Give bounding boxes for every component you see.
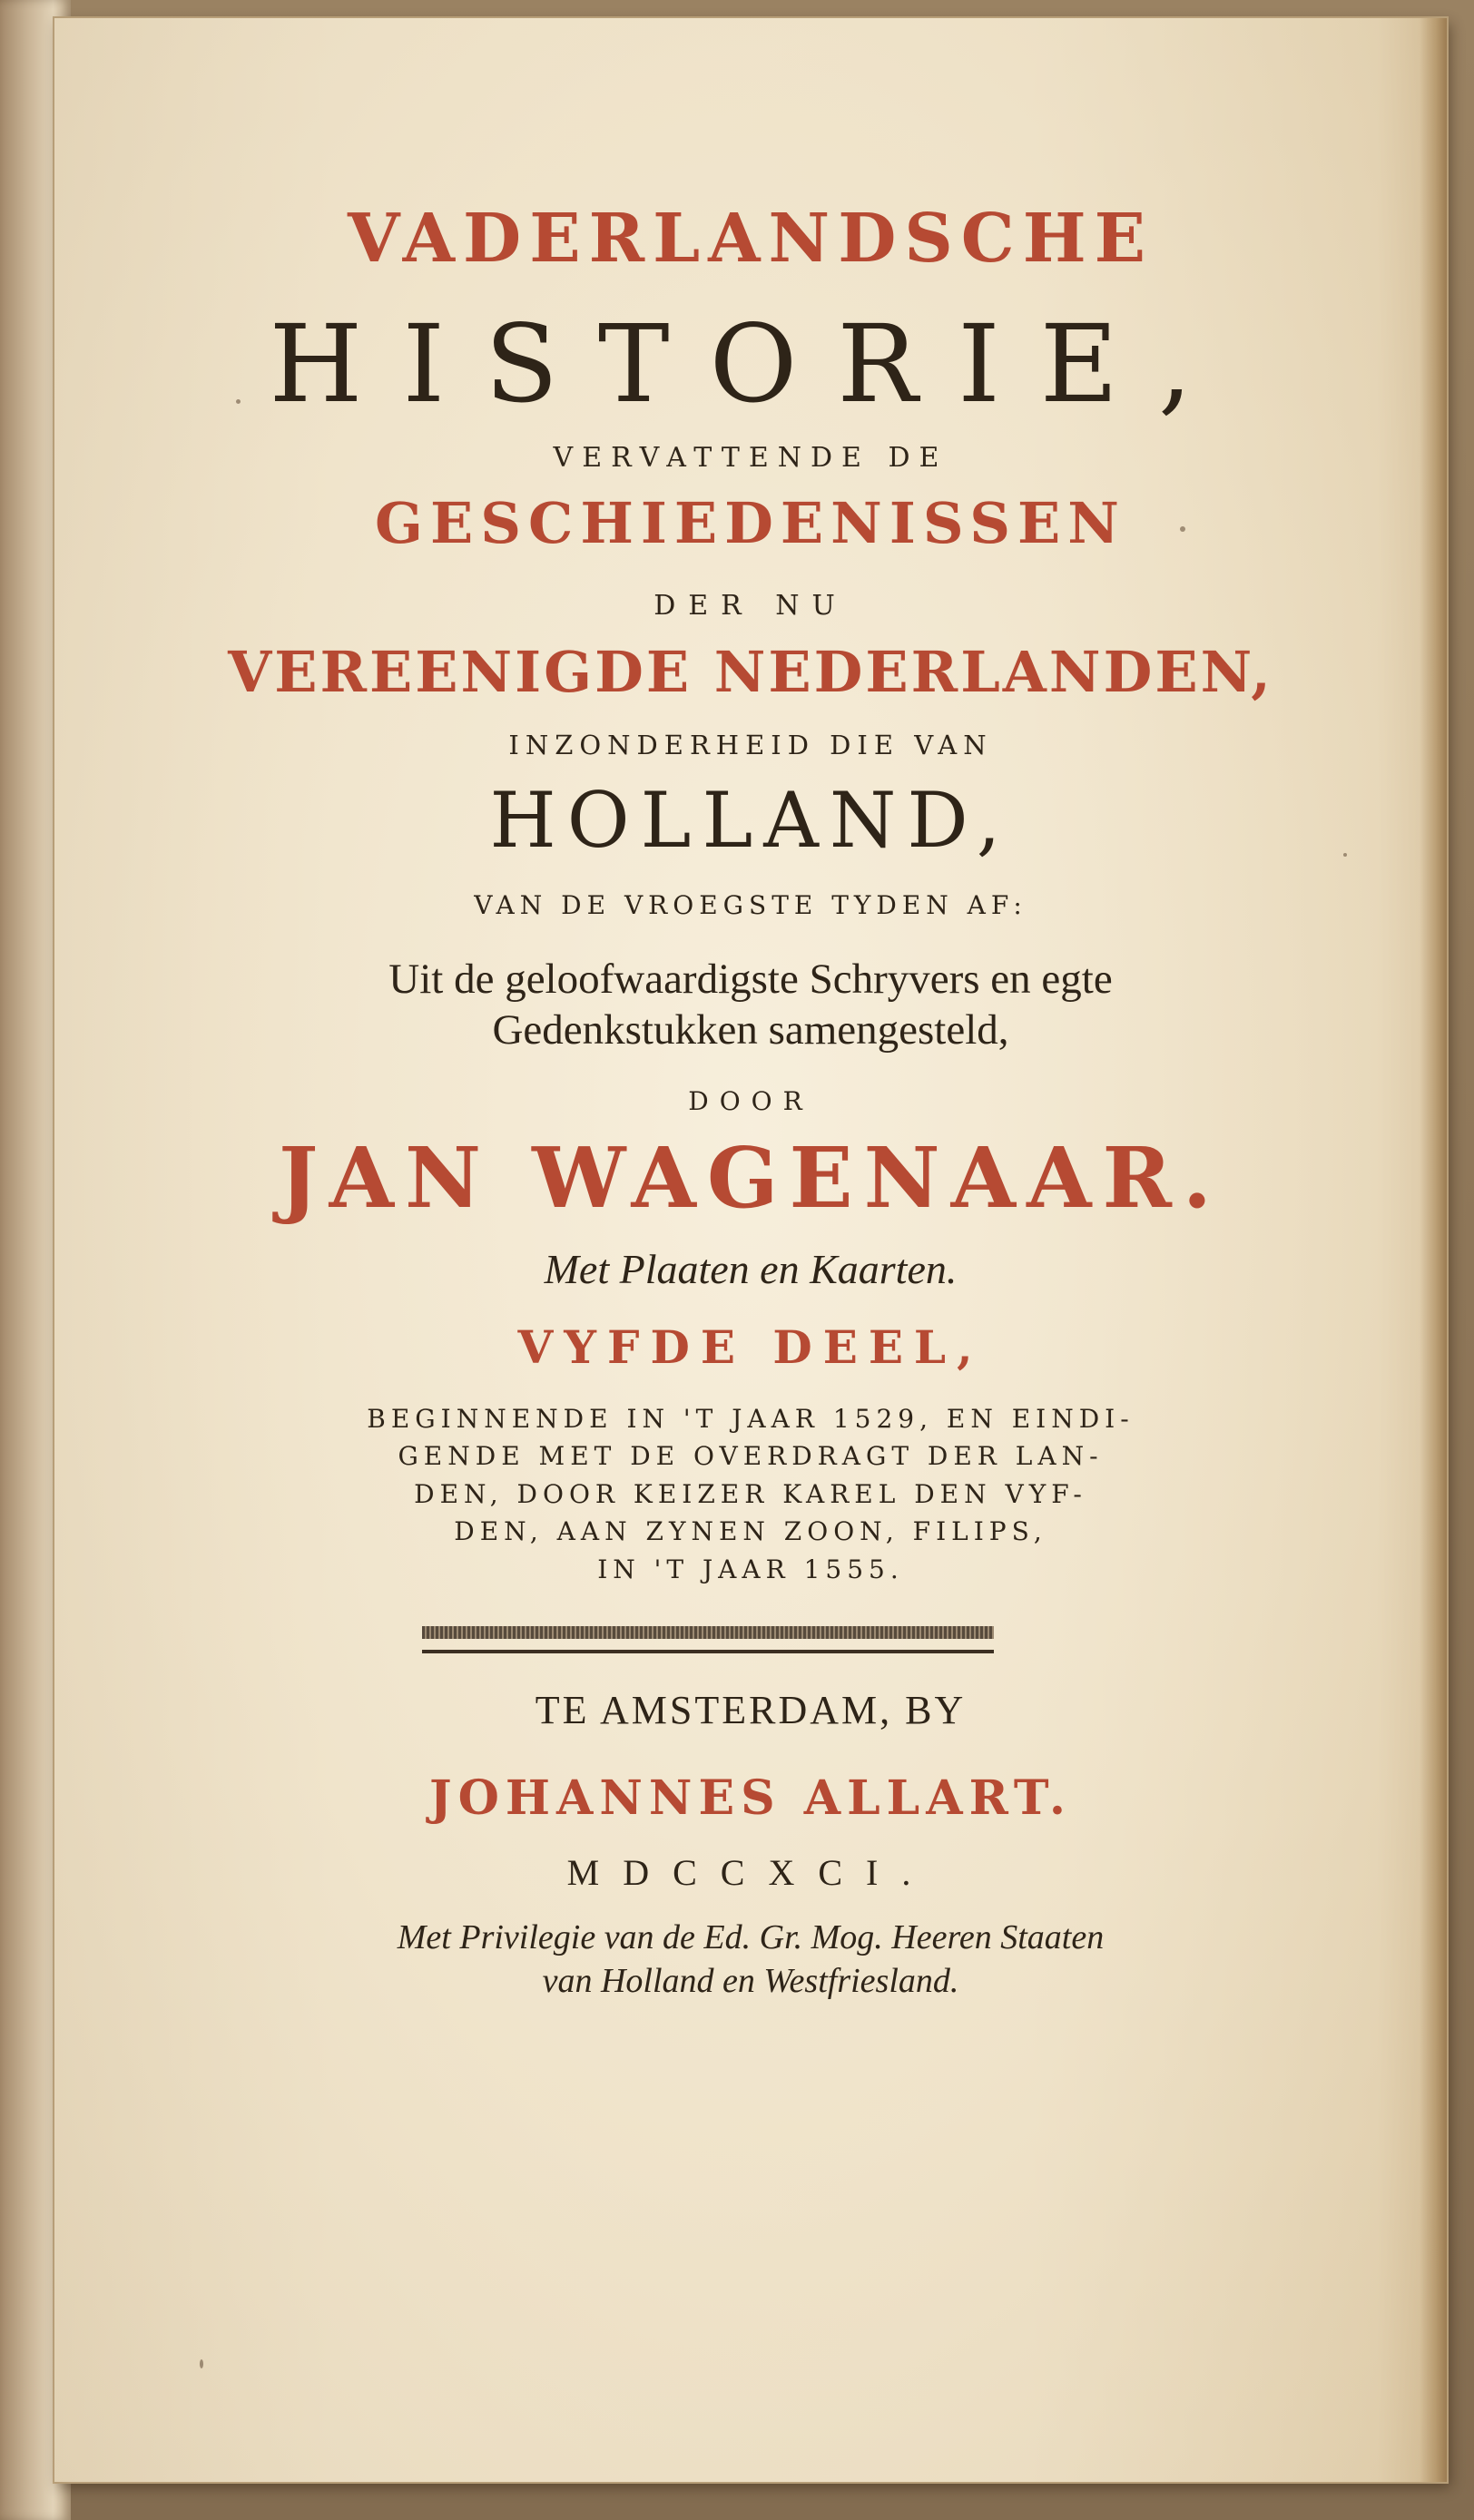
volume-desc-line-1: BEGINNENDE IN 'T JAAR 1529, EN EINDI- — [367, 1404, 1135, 1434]
volume-desc-line-4: DEN, AAN ZYNEN ZOON, FILIPS, — [454, 1516, 1047, 1546]
ornament-band — [422, 1626, 994, 1639]
description-line-1: Uit de geloofwaardigste Schryvers en egte — [388, 956, 1113, 1003]
subtitle-vroegste-tyden: VAN DE VROEGSTE TYDEN AF: — [474, 890, 1027, 920]
title-line-historie: HISTORIE, — [269, 301, 1233, 427]
subtitle-inzonderheid: INZONDERHEID DIE VAN — [508, 730, 993, 760]
publication-year: MDCCXCI. — [566, 1852, 935, 1893]
paper-speck — [1343, 853, 1347, 857]
volume-desc-line-3: DEN, DOOR KEIZER KAREL DEN VYF- — [414, 1479, 1087, 1509]
privilege-line-2: van Holland en Westfriesland. — [542, 1962, 959, 2000]
title-page — [54, 18, 1447, 2482]
publisher-name: JOHANNES ALLART. — [429, 1770, 1072, 1826]
subtitle-holland: HOLLAND, — [489, 776, 1012, 865]
title-line-vaderlandsche: VADERLANDSCHE — [347, 200, 1155, 278]
paper-speck — [236, 399, 241, 404]
paper-speck — [200, 2359, 203, 2368]
subtitle-geschiedenissen: GESCHIEDENISSEN — [375, 490, 1126, 556]
by-line-door: DOOR — [688, 1086, 813, 1116]
plates-note: Met Plaaten en Kaarten. — [544, 1246, 958, 1292]
volume-label: VYFDE DEEL, — [517, 1320, 984, 1374]
ornament-line — [422, 1650, 994, 1653]
volume-desc-line-2: GENDE MET DE OVERDRAGT DER LAN- — [398, 1441, 1104, 1471]
subtitle-der-nu: DER NU — [653, 590, 848, 622]
ornamental-rule — [422, 1626, 994, 1655]
subtitle-vervattende: VERVATTENDE DE — [553, 442, 948, 474]
paper-speck — [1180, 526, 1185, 532]
imprint-place: TE AMSTERDAM, BY — [535, 1688, 967, 1732]
author-name: JAN WAGENAAR. — [279, 1129, 1223, 1227]
subtitle-vereenigde-nederlanden: VEREENIGDE NEDERLANDEN, — [228, 639, 1273, 705]
description-line-2: Gedenkstukken samengesteld, — [492, 1006, 1009, 1054]
privilege-line-1: Met Privilegie van de Ed. Gr. Mog. Heeren Staaten — [397, 1918, 1105, 1956]
volume-desc-line-5: IN 'T JAAR 1555. — [597, 1554, 904, 1584]
